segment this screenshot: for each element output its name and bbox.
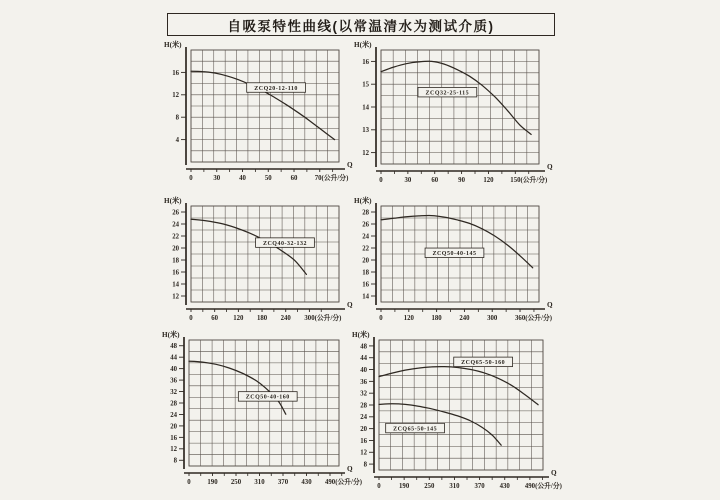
y-tick-label: 20 [170, 423, 177, 431]
y-tick-label: 12 [172, 293, 179, 301]
y-tick-label: 36 [170, 377, 177, 385]
y-tick-label: 36 [360, 378, 367, 386]
y-tick-label: 14 [362, 104, 369, 112]
y-tick-label: 15 [362, 81, 369, 89]
x-tick-label: 240 [459, 315, 470, 322]
x-tick-label: 370 [474, 483, 485, 490]
chart-canvas-4 [353, 194, 555, 328]
y-tick-label: 8 [175, 114, 179, 122]
y-axis-title: H(米) [354, 41, 372, 49]
x-tick-label: 310 [254, 479, 265, 486]
chart-canvas-1 [163, 38, 355, 188]
y-tick-label: 16 [362, 58, 369, 66]
x-tick-label: 0 [187, 479, 191, 486]
series-label: ZCQ65-50-145 [393, 426, 438, 433]
pump-curve-chart-zcq50-160 [161, 328, 363, 492]
y-tick-label: 14 [362, 293, 369, 301]
curve-ZCQ20-12-110 [191, 71, 335, 139]
grid [191, 206, 339, 302]
y-tick-label: 28 [362, 209, 369, 217]
y-tick-label: 22 [172, 233, 179, 241]
x-tick-label: 0 [379, 315, 383, 322]
y-tick-label: 26 [362, 221, 369, 229]
y-tick-label: 16 [172, 269, 179, 277]
series-label: ZCQ50-40-160 [245, 394, 290, 401]
x-tick-label: 30 [404, 177, 412, 184]
y-tick-label: 18 [362, 269, 369, 277]
y-tick-label: 48 [360, 343, 367, 351]
x-axis-title: Q [547, 163, 553, 171]
page-title: 自吸泵特性曲线(以常温清水为测试介质) [167, 13, 555, 36]
y-tick-label: 48 [170, 343, 177, 351]
series-label: ZCQ32-25-115 [425, 90, 470, 97]
series-label: ZCQ50-40-145 [432, 251, 477, 258]
chart-canvas-2 [353, 38, 555, 190]
y-tick-label: 44 [360, 355, 367, 363]
y-tick-label: 28 [170, 400, 177, 408]
y-tick-label: 14 [172, 281, 179, 289]
grid [191, 50, 339, 162]
y-tick-label: 12 [172, 92, 179, 100]
x-tick-label: 120 [483, 177, 494, 184]
x-axis-title: Q [547, 301, 553, 309]
x-tick-label: 120 [233, 315, 244, 322]
x-tick-label: 70(公升/分) [314, 175, 349, 182]
x-tick-label: 0 [189, 315, 193, 322]
pump-curve-chart-zcq65 [351, 328, 562, 496]
x-tick-label: 180 [256, 315, 268, 322]
x-tick-label: 180 [431, 315, 442, 322]
y-tick-label: 20 [172, 245, 179, 253]
y-tick-label: 26 [172, 209, 179, 217]
y-tick-label: 12 [360, 449, 367, 457]
y-tick-label: 40 [360, 366, 367, 374]
x-tick-label: 430 [499, 483, 510, 490]
series-label: ZCQ20-12-110 [254, 85, 298, 92]
y-axis-title: H(米) [352, 331, 370, 339]
x-tick-label: 240 [280, 315, 291, 322]
grid [189, 340, 339, 466]
y-tick-label: 16 [362, 281, 369, 289]
y-axis-title: H(米) [164, 197, 182, 205]
y-tick-label: 32 [170, 388, 177, 396]
curve-ZCQ32-25-115 [381, 61, 531, 134]
y-tick-label: 20 [362, 257, 369, 265]
x-tick-label: 40 [239, 175, 246, 182]
grid [381, 50, 539, 164]
y-tick-label: 40 [170, 366, 177, 374]
x-axis-title: Q [551, 469, 557, 477]
x-tick-label: 60 [290, 175, 298, 182]
y-tick-label: 12 [362, 150, 369, 157]
x-tick-label: 490(公升/分) [524, 483, 562, 490]
chart-canvas-6 [351, 328, 562, 496]
y-tick-label: 8 [173, 457, 177, 465]
x-tick-label: 300(公升/分) [304, 315, 342, 322]
x-tick-label: 430 [301, 479, 312, 486]
x-tick-label: 300 [487, 315, 498, 322]
y-axis-title: H(米) [354, 197, 372, 205]
x-tick-label: 60 [211, 315, 219, 322]
x-tick-label: 250 [230, 479, 242, 486]
y-tick-label: 24 [360, 414, 367, 422]
y-tick-label: 18 [172, 257, 179, 265]
series-label: ZCQ65-50-160 [461, 360, 506, 367]
pump-curve-chart-zcq40 [163, 194, 355, 328]
x-axis-title: Q [347, 465, 353, 473]
y-tick-label: 24 [170, 411, 177, 419]
x-tick-label: 310 [449, 483, 460, 490]
x-tick-label: 120 [403, 315, 414, 322]
y-tick-label: 20 [360, 426, 367, 434]
y-tick-label: 28 [360, 402, 367, 410]
y-tick-label: 4 [175, 137, 179, 144]
x-tick-label: 60 [431, 177, 439, 184]
curve-ZCQ50-40-160 [189, 361, 286, 414]
pump-curve-chart-zcq20 [163, 38, 355, 188]
x-tick-label: 370 [277, 479, 289, 486]
chart-canvas-5 [161, 328, 363, 492]
pump-curve-chart-zcq32 [353, 38, 555, 190]
x-tick-label: 250 [424, 483, 435, 490]
series-label: ZCQ40-32-132 [262, 240, 307, 247]
x-axis-title: Q [347, 161, 353, 169]
x-tick-label: 190 [207, 479, 218, 486]
y-axis-title: H(米) [162, 331, 180, 339]
y-tick-label: 24 [362, 233, 369, 241]
x-tick-label: 30 [213, 175, 221, 182]
grid-border [189, 340, 339, 466]
x-tick-label: 90 [458, 177, 465, 184]
x-tick-label: 50 [264, 175, 272, 182]
y-tick-label: 24 [172, 221, 179, 229]
x-tick-label: 360(公升/分) [515, 315, 553, 322]
y-tick-label: 32 [360, 390, 367, 398]
y-tick-label: 13 [362, 127, 369, 135]
y-tick-label: 22 [362, 245, 369, 253]
x-tick-label: 0 [189, 175, 193, 182]
y-tick-label: 44 [170, 354, 177, 362]
x-tick-label: 190 [399, 483, 410, 490]
y-tick-label: 12 [170, 446, 177, 454]
y-tick-label: 8 [363, 461, 367, 469]
x-tick-label: 150(公升/分) [510, 177, 548, 184]
y-tick-label: 16 [360, 437, 367, 445]
x-axis-title: Q [347, 301, 353, 309]
x-tick-label: 0 [379, 177, 383, 184]
x-tick-label: 490(公升/分) [325, 479, 363, 486]
y-axis-title: H(米) [164, 41, 182, 49]
chart-canvas-3 [163, 194, 355, 328]
pump-curve-chart-zcq50-145 [353, 194, 555, 328]
y-tick-label: 16 [170, 434, 177, 442]
x-tick-label: 0 [377, 483, 381, 490]
y-tick-label: 16 [172, 69, 179, 77]
